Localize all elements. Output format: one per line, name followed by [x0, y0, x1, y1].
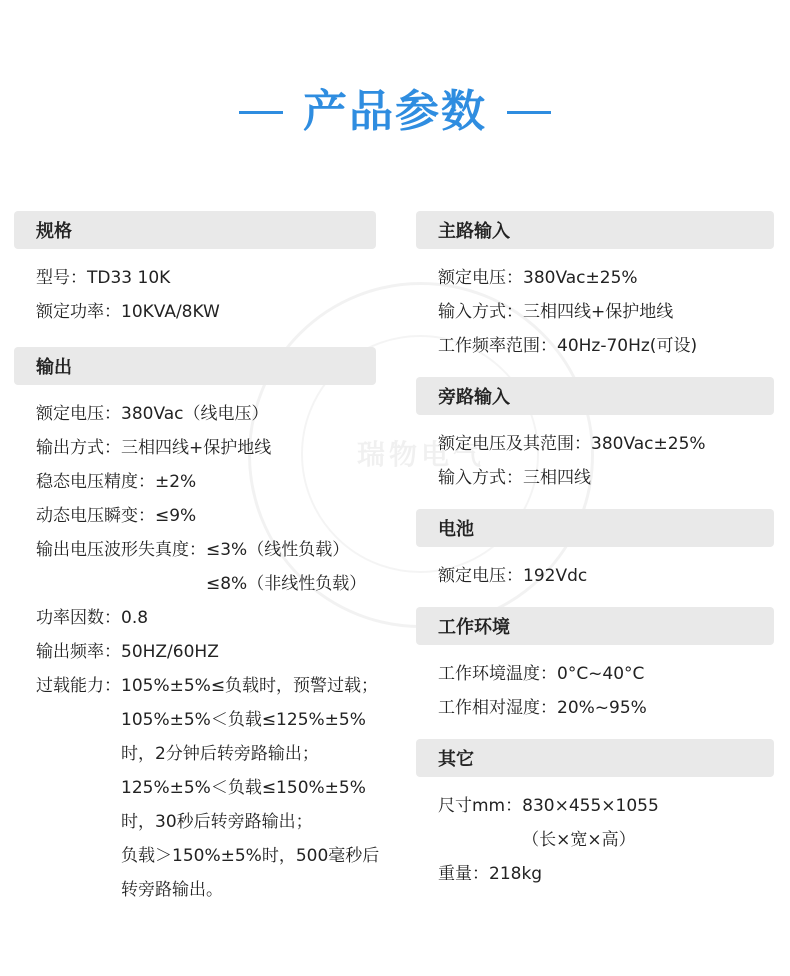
spec-list	[416, 547, 774, 607]
spec-value: 0.8	[121, 608, 149, 628]
spec-values	[489, 857, 542, 891]
spec-label: 输入方式：	[438, 468, 523, 488]
spec-values	[523, 461, 591, 495]
spec-label: 输出频率：	[36, 642, 121, 662]
spec-row	[438, 857, 774, 891]
spec-label: 功率因数：	[36, 608, 121, 628]
spec-value: 转旁路输出。	[121, 880, 223, 900]
spec-label: 额定电压：	[36, 404, 121, 424]
spec-values	[121, 635, 219, 669]
spec-value: 10KVA/8KW	[121, 302, 220, 322]
spec-values	[121, 669, 379, 907]
section-heading: 电池	[416, 509, 774, 547]
left-spec-column	[14, 211, 380, 921]
spec-value: ≤9%	[155, 506, 197, 526]
spec-label: 稳态电压精度：	[36, 472, 155, 492]
spec-row	[438, 789, 774, 857]
spec-row	[438, 691, 774, 725]
spec-section	[416, 607, 774, 739]
section-heading: 规格	[14, 211, 376, 249]
spec-value: 三相四线+保护地线	[523, 302, 674, 322]
spec-value: 192Vdc	[523, 566, 588, 586]
page-title: 产品参数	[303, 86, 487, 137]
spec-section	[14, 347, 380, 921]
spec-list	[416, 645, 774, 739]
spec-values	[121, 397, 269, 431]
spec-label: 输入方式：	[438, 302, 523, 322]
spec-label: 工作相对湿度：	[438, 698, 557, 718]
spec-row	[438, 461, 774, 495]
spec-row	[36, 669, 380, 907]
spec-values	[155, 465, 196, 499]
spec-value: （长×宽×高）	[522, 830, 636, 850]
spec-values	[206, 533, 366, 601]
spec-value: 380Vac±25%	[591, 434, 706, 454]
spec-list	[416, 777, 774, 905]
spec-row	[438, 261, 774, 295]
spec-values	[522, 789, 659, 857]
spec-values	[557, 657, 644, 691]
spec-value: 125%±5%＜负载≤150%±5%	[121, 778, 366, 798]
spec-value: ≤3%（线性负载）	[206, 540, 350, 560]
spec-label: 过载能力：	[36, 676, 121, 696]
spec-value: 负载＞150%±5%时，500毫秒后	[121, 846, 380, 866]
spec-value: 105%±5%≤负载时，预警过载；	[121, 676, 379, 696]
spec-value: 380Vac（线电压）	[121, 404, 269, 424]
title-left-line	[239, 111, 283, 114]
section-heading: 其它	[416, 739, 774, 777]
spec-row	[36, 533, 376, 601]
spec-value: 0°C~40°C	[557, 664, 645, 684]
spec-row	[438, 295, 774, 329]
spec-values	[121, 295, 220, 329]
spec-section	[416, 509, 774, 607]
spec-label: 额定功率：	[36, 302, 121, 322]
spec-value: 时，2分钟后转旁路输出；	[121, 744, 319, 764]
spec-values	[591, 427, 706, 461]
spec-values	[121, 431, 271, 465]
spec-value: 时，30秒后转旁路输出；	[121, 812, 313, 832]
spec-value: 三相四线+保护地线	[121, 438, 272, 458]
spec-label: 输出电压波形失真度：	[36, 540, 206, 560]
section-heading: 工作环境	[416, 607, 774, 645]
spec-label: 额定电压：	[438, 566, 523, 586]
spec-section	[14, 211, 376, 343]
spec-row	[438, 657, 774, 691]
spec-values	[523, 295, 673, 329]
spec-row	[438, 427, 774, 461]
spec-label: 工作频率范围：	[438, 336, 557, 356]
spec-row	[36, 431, 376, 465]
page-header	[0, 84, 790, 140]
spec-row	[36, 499, 376, 533]
spec-values	[523, 261, 638, 295]
spec-label: 动态电压瞬变：	[36, 506, 155, 526]
spec-row	[36, 295, 376, 329]
spec-list	[416, 415, 774, 509]
spec-value: 20%~95%	[557, 698, 647, 718]
spec-row	[36, 635, 376, 669]
spec-section	[416, 739, 774, 905]
spec-row	[36, 601, 376, 635]
spec-section	[416, 377, 774, 509]
spec-list	[14, 385, 380, 921]
spec-value: TD33 10K	[87, 268, 171, 288]
spec-label: 额定电压：	[438, 268, 523, 288]
spec-value: 830×455×1055	[522, 796, 659, 816]
section-heading: 旁路输入	[416, 377, 774, 415]
spec-values	[557, 691, 647, 725]
spec-value: 218kg	[489, 864, 543, 884]
spec-label: 工作环境温度：	[438, 664, 557, 684]
spec-values	[557, 329, 697, 363]
spec-value: 380Vac±25%	[523, 268, 638, 288]
spec-list	[14, 249, 376, 343]
spec-row	[438, 329, 774, 363]
spec-row	[438, 559, 774, 593]
spec-row	[36, 465, 376, 499]
spec-value: 40Hz-70Hz(可设)	[557, 336, 698, 356]
spec-values	[121, 601, 148, 635]
spec-value: 三相四线	[523, 468, 591, 488]
section-heading: 主路输入	[416, 211, 774, 249]
spec-values	[155, 499, 196, 533]
spec-row	[36, 397, 376, 431]
spec-value: 50HZ/60HZ	[121, 642, 219, 662]
section-heading: 输出	[14, 347, 376, 385]
title-right-line	[507, 111, 551, 114]
right-spec-column	[416, 211, 774, 905]
spec-label: 重量：	[438, 864, 489, 884]
spec-section	[416, 211, 774, 377]
spec-label: 尺寸mm：	[438, 796, 523, 816]
watermark-text: 瑞物电气	[356, 438, 485, 471]
spec-label: 额定电压及其范围：	[438, 434, 591, 454]
spec-list	[416, 249, 774, 377]
spec-row	[36, 261, 376, 295]
spec-values	[523, 559, 587, 593]
spec-value: 105%±5%＜负载≤125%±5%	[121, 710, 366, 730]
spec-label: 输出方式：	[36, 438, 121, 458]
spec-values	[87, 261, 170, 295]
spec-label: 型号：	[36, 268, 87, 288]
spec-value: ≤8%（非线性负载）	[206, 574, 367, 594]
spec-value: ±2%	[155, 472, 197, 492]
